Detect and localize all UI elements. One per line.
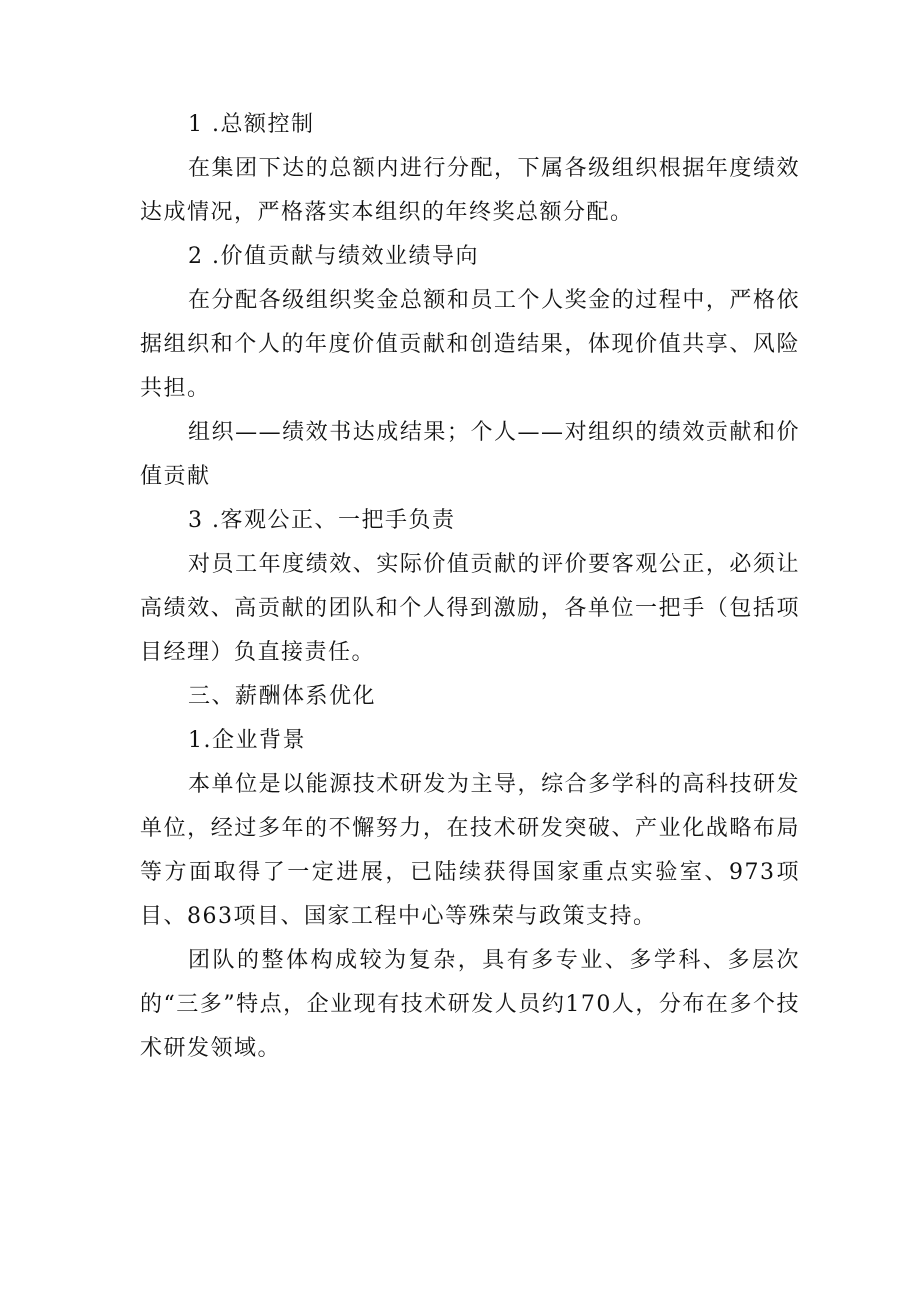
- paragraph-team-structure: 团队的整体构成较为复杂，具有多专业、多学科、多层次的“三多”特点，企业现有技术研发人员约170人，分布在多个技术研发领域。: [140, 948, 800, 1061]
- chapter-heading-salary-optimization: 三、薪酬体系优化: [188, 684, 377, 709]
- section-heading-objective-fair: 3 .客观公正、一把手负责: [188, 508, 456, 533]
- section-heading-total-control: 1 .总额控制: [188, 112, 315, 137]
- document-body: [140, 103, 800, 1071]
- section-heading-company-background: 1.企业背景: [188, 728, 306, 753]
- paragraph-company-background: 本单位是以能源技术研发为主导，综合多学科的高科技研发单位，经过多年的不懈努力，在技术研发突破、产业化战略布局等方面取得了一定进展，已陆续获得国家重点实验室、973项目、863项目、国家工程中心等殊荣与政策支持。: [140, 772, 800, 929]
- paragraph-value-contribution: 在分配各级组织奖金总额和员工个人奖金的过程中，严格依据组织和个人的年度价值贡献和创造结果，体现价值共享、风险共担。: [140, 288, 800, 401]
- paragraph-objective-fair: 对员工年度绩效、实际价值贡献的评价要客观公正，必须让高绩效、高贡献的团队和个人得到激励，各单位一把手（包括项目经理）负直接责任。: [140, 552, 800, 665]
- section-heading-value-contribution: 2 .价值贡献与绩效业绩导向: [188, 244, 479, 269]
- paragraph-total-control: 在集团下达的总额内进行分配，下属各级组织根据年度绩效达成情况，严格落实本组织的年终奖总额分配。: [140, 156, 800, 225]
- paragraph-org-individual: 组织——绩效书达成结果；个人——对组织的绩效贡献和价值贡献: [140, 420, 800, 489]
